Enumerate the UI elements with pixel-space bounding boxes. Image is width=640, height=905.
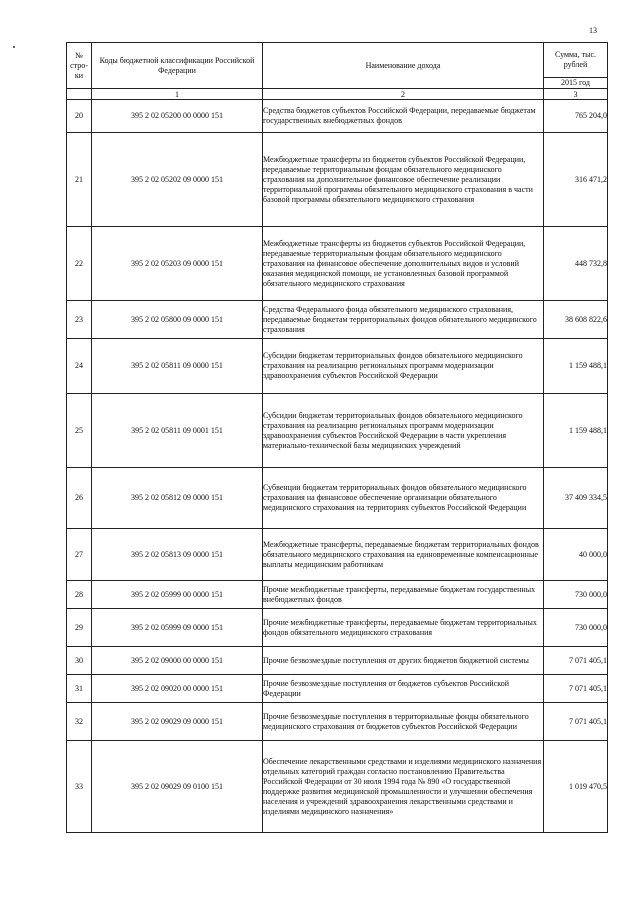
revenue-name: Субсидии бюджетам территориальных фондов обязательного медицинского страхования на реализацию региональных программ модернизации здравоохранения субъектов Российской Федерации в части укрепления материально-технической базы медицинских учреждений <box>263 394 544 468</box>
revenue-name: Субвенции бюджетам территориальных фондов обязательного медицинского страхования на финансовое обеспечение организации обязательного медицинского страхования на территориях субъектов Российской Федерации <box>263 468 544 529</box>
amount: 730 000,0 <box>544 581 608 609</box>
row-number: 27 <box>67 529 92 581</box>
amount: 40 000,0 <box>544 529 608 581</box>
row-number: 33 <box>67 741 92 833</box>
budget-code: 395 2 02 05811 09 0000 151 <box>92 339 263 394</box>
budget-code: 395 2 02 05202 09 0000 151 <box>92 133 263 227</box>
header-revenue-name: Наименование дохода <box>263 43 544 89</box>
amount: 765 204,0 <box>544 100 608 133</box>
revenue-name: Средства бюджетов субъектов Российской Федерации, передаваемые бюджетам государственных внебюджетных фондов <box>263 100 544 133</box>
amount: 1 159 488,1 <box>544 339 608 394</box>
amount: 316 471,2 <box>544 133 608 227</box>
budget-code: 395 2 02 05203 09 0000 151 <box>92 227 263 301</box>
revenue-name: Прочие межбюджетные трансферты, передаваемые бюджетам территориальных фондов обязательного медицинского страхования <box>263 609 544 647</box>
budget-code: 395 2 02 09020 00 0000 151 <box>92 675 263 703</box>
amount: 1 159 488,1 <box>544 394 608 468</box>
revenue-name: Субсидии бюджетам территориальных фондов обязательного медицинского страхования на реализацию региональных программ модернизации здравоохранения субъектов Российской Федерации <box>263 339 544 394</box>
header-row-number: № стро-ки <box>67 43 92 89</box>
column-number-row <box>67 89 608 100</box>
table-row <box>67 468 608 529</box>
column-number: 1 <box>92 89 263 100</box>
row-number: 31 <box>67 675 92 703</box>
row-number: 22 <box>67 227 92 301</box>
budget-code: 395 2 02 05200 00 0000 151 <box>92 100 263 133</box>
table-row <box>67 394 608 468</box>
column-number: 2 <box>263 89 544 100</box>
amount: 1 019 470,5 <box>544 741 608 833</box>
budget-code: 395 2 02 09000 00 0000 151 <box>92 647 263 675</box>
page-number: 13 <box>589 26 597 35</box>
row-number: 23 <box>67 301 92 339</box>
table-row <box>67 647 608 675</box>
scan-speck <box>13 46 15 48</box>
table-row <box>67 227 608 301</box>
table-row <box>67 703 608 741</box>
revenue-name: Прочие межбюджетные трансферты, передаваемые бюджетам государственных внебюджетных фондов <box>263 581 544 609</box>
amount: 7 071 405,1 <box>544 703 608 741</box>
budget-code: 395 2 02 05811 09 0001 151 <box>92 394 263 468</box>
table-row <box>67 529 608 581</box>
revenue-name: Прочие безвозмездные поступления от бюджетов субъектов Российской Федерации <box>263 675 544 703</box>
row-number: 21 <box>67 133 92 227</box>
row-number: 28 <box>67 581 92 609</box>
table-row <box>67 581 608 609</box>
revenue-name: Обеспечение лекарственными средствами и изделиями медицинского назначения отдельных категорий граждан согласно постановлению Правительства Российской Федерации от 30 июля 1994 года № 890 «О государственной поддержке развития медицинской промышленности и улучшении обеспечения населения и учреждений здравоохранения лекарственными средствами и изделиями медицинского назначения» <box>263 741 544 833</box>
header-year: 2015 год <box>544 78 608 89</box>
revenue-name: Прочие безвозмездные поступления в территориальные фонды обязательного медицинского страхования от бюджетов субъектов Российской Федерации <box>263 703 544 741</box>
table-row <box>67 339 608 394</box>
revenue-name: Средства Федерального фонда обязательного медицинского страхования, передаваемые бюджетам территориальных фондов обязательного медицинского страхования <box>263 301 544 339</box>
budget-code: 395 2 02 05999 00 0000 151 <box>92 581 263 609</box>
amount: 7 071 405,1 <box>544 647 608 675</box>
revenue-name: Межбюджетные трансферты из бюджетов субъектов Российской Федерации, передаваемые территориальным фондам обязательного медицинского страхования на дополнительное финансовое обеспечение реализации территориальной программы обязательного медицинского страхования в части базовой программы обязательного медицинского страхования <box>263 133 544 227</box>
row-number: 26 <box>67 468 92 529</box>
table-body <box>67 100 608 833</box>
table-row <box>67 301 608 339</box>
row-number: 29 <box>67 609 92 647</box>
column-number: 3 <box>544 89 608 100</box>
revenue-name: Межбюджетные трансферты, передаваемые бюджетам территориальных фондов обязательного медицинского страхования на единовременные компенсационные выплаты медицинским работникам <box>263 529 544 581</box>
header-budget-code: Коды бюджетной классификации Российской Федерации <box>92 43 263 89</box>
row-number: 20 <box>67 100 92 133</box>
revenue-name: Межбюджетные трансферты из бюджетов субъектов Российской Федерации, передаваемые территориальным фондам обязательного медицинского страхования на финансовое обеспечение дополнительных видов и условий оказания медицинской помощи, не установленных базовой программой обязательного медицинского страхования <box>263 227 544 301</box>
amount: 730 000,0 <box>544 609 608 647</box>
budget-code: 395 2 02 05800 09 0000 151 <box>92 301 263 339</box>
row-number: 30 <box>67 647 92 675</box>
amount: 7 071 405,1 <box>544 675 608 703</box>
revenue-name: Прочие безвозмездные поступления от других бюджетов бюджетной системы <box>263 647 544 675</box>
table-row <box>67 609 608 647</box>
row-number: 24 <box>67 339 92 394</box>
budget-code: 395 2 02 05999 09 0000 151 <box>92 609 263 647</box>
budget-code: 395 2 02 09029 09 0100 151 <box>92 741 263 833</box>
amount: 37 409 334,5 <box>544 468 608 529</box>
table-row <box>67 741 608 833</box>
table-row <box>67 100 608 133</box>
amount: 448 732,8 <box>544 227 608 301</box>
row-number: 32 <box>67 703 92 741</box>
row-number: 25 <box>67 394 92 468</box>
table-row <box>67 675 608 703</box>
budget-code: 395 2 02 05813 09 0000 151 <box>92 529 263 581</box>
budget-code: 395 2 02 09029 09 0000 151 <box>92 703 263 741</box>
amount: 38 608 822,6 <box>544 301 608 339</box>
budget-code: 395 2 02 05812 09 0000 151 <box>92 468 263 529</box>
header-amount: Сумма, тыс. рублей <box>544 43 608 78</box>
table-row <box>67 133 608 227</box>
column-number <box>67 89 92 100</box>
revenue-table <box>66 42 608 833</box>
